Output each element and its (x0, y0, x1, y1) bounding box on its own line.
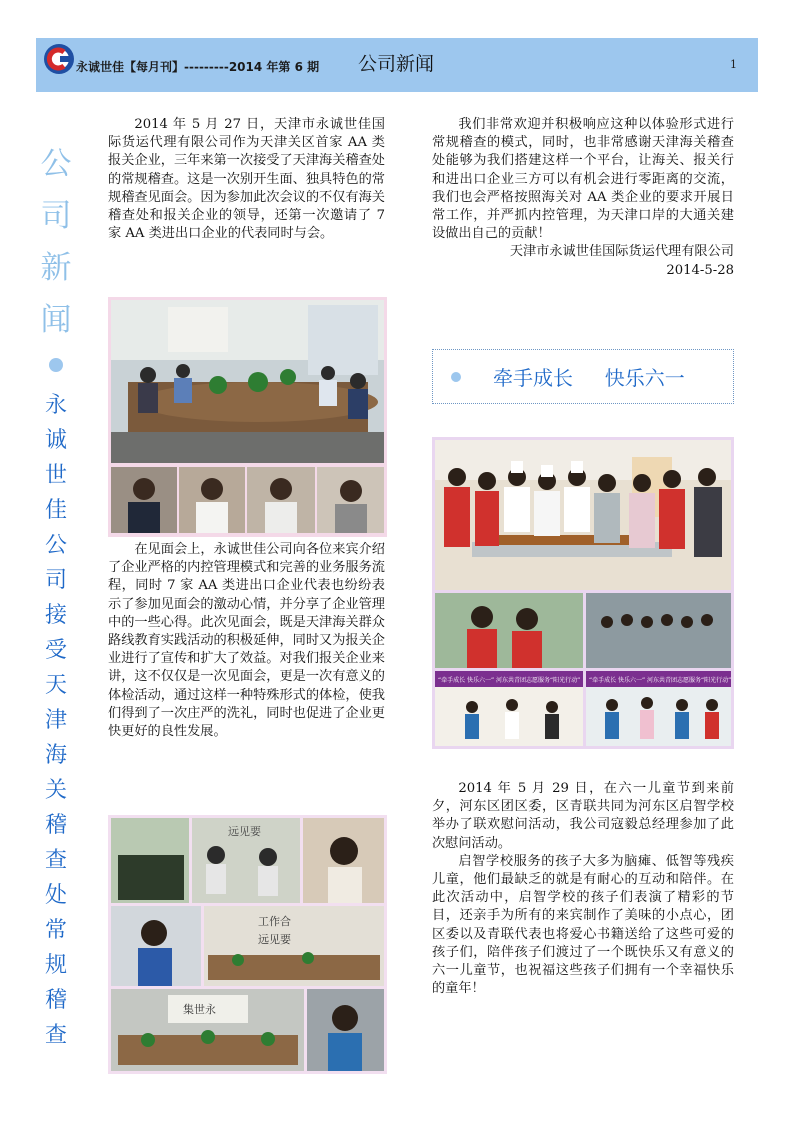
signature-company: 天津市永诚世佳国际货运代理有限公司 (509, 244, 734, 260)
inspection-photo-collage-image (108, 815, 387, 1074)
vertical-headline-char: 佳 (44, 498, 67, 523)
article-1-body (108, 541, 385, 741)
meeting-photo-collage (108, 297, 387, 537)
section-title: 公司新闻 (358, 53, 435, 75)
paragraph: 我们非常欢迎并积极响应这种以体验形式进行常规稽查的模式，同时，也非常感谢天津海关稽查处能够为我们搭建这样一个平台，让海关、报关行和进出口企业三方可以有机会进行零距离的交流，我们也会严格按照海关对 AA 类企业的要求开展日常工作，并严抓内控管理，为天津口岸的大通关建设做出自己的贡献！ (432, 117, 734, 242)
vertical-headline-char: 接 (44, 603, 67, 628)
vertical-headline-char: 处 (44, 883, 67, 908)
vertical-headline-char: 海 (44, 743, 67, 768)
photo-sign-text: 远见要 (228, 825, 261, 838)
vertical-title-char: 新 (40, 250, 72, 286)
bullet-dot-icon (49, 358, 63, 372)
vertical-headline-char: 关 (44, 778, 67, 803)
bullet-dot-icon (451, 372, 461, 382)
vertical-title (38, 138, 74, 1053)
page-header (36, 38, 758, 92)
signature-date: 2014-5-28 (666, 262, 734, 278)
childrens-day-photo-collage (432, 437, 734, 749)
vertical-headline-char: 津 (44, 708, 67, 733)
issue-line: 永诚世佳【每月刊】---------2014 年第 6 期 (76, 60, 320, 74)
article-2-body (432, 780, 734, 998)
photo-banner-text: “牵手成长 快乐六一” 河东共青团志愿服务“阳光行动” (589, 677, 732, 684)
vertical-headline-char: 查 (44, 1023, 67, 1048)
vertical-title-char: 闻 (40, 302, 72, 338)
photo-banner-text: “牵手成长 快乐六一” 河东共青团志愿服务“阳光行动” (438, 677, 581, 684)
vertical-headline-char: 稽 (44, 813, 67, 838)
page-number: 1 (730, 58, 737, 71)
childrens-day-photo-collage-image (432, 437, 734, 749)
vertical-headline-char: 天 (44, 673, 67, 698)
vertical-headline-char: 稽 (44, 988, 67, 1013)
paragraph: 2014 年 5 月 29 日，在六一儿童节到来前夕，河东区团区委，区青联共同为河东区启智学校举办了联欢慰问活动，我公司寇毅总经理参加了此次慰问活动。 (432, 781, 734, 851)
photo-sign-text: 远见要 (258, 933, 291, 946)
article-1-closing (432, 116, 734, 280)
vertical-headline-char: 常 (44, 918, 67, 943)
meeting-photo-collage-image (108, 297, 387, 537)
vertical-title-char: 司 (40, 198, 72, 234)
vertical-headline-char: 永 (44, 393, 67, 418)
article-1-intro (108, 116, 385, 243)
vertical-headline-char: 规 (44, 953, 67, 978)
inspection-photo-collage (108, 815, 387, 1074)
paragraph: 启智学校服务的孩子大多为脑瘫、低智等残疾儿童，他们最缺乏的就是有耐心的互动和陪伴。在此次活动中，启智学校的孩子们表演了精彩的节目，还亲手为所有的来宾制作了美味的小点心，团区委以及青联代表也将爱心书籍送给了这些可爱的孩子们，陪伴孩子们渡过了一个既快乐又有意义的六一儿童节，也祝福这些孩子们拥有一个幸福快乐的童年！ (432, 853, 734, 997)
vertical-headline-char: 诚 (44, 428, 67, 453)
children-day-banner (432, 349, 734, 404)
vertical-headline-char: 世 (44, 463, 67, 488)
vertical-headline-char: 受 (44, 638, 67, 663)
photo-sign-text: 工作合 (258, 915, 291, 928)
vertical-headline-char: 司 (44, 568, 67, 593)
vertical-headline-char: 查 (44, 848, 67, 873)
photo-sign-text: 集世永 (183, 1003, 216, 1016)
paragraph: 2014 年 5 月 27 日，天津市永诚世佳国际货运代理有限公司作为天津关区首家 AA 类报关企业，三年来第一次接受了天津海关稽查处的常规稽查。这是一次别开生面、独具特色的常规稽查见面会。因为参加此次会议的不仅有海关稽查处和报关企业的领导，还第一次邀请了 7 家 AA 类进出口企业的代表同时与会。 (108, 117, 385, 242)
paragraph: 在见面会上，永诚世佳公司向各位来宾介绍了企业严格的内控管理模式和完善的业务服务流程，同时 7 家 AA 类进出口企业代表也纷纷表示了参加见面会的激动心情，并分享了企业管理中的一些心得。此次见面会，既是天津海关群众路线教育实践活动的积极延伸，同时又为报关企业进行了宣传和扩大了效益。对我们报关企业来讲，这不仅仅是一次见面会，更是一次有意义的体检活动，通过这样一种特殊形式的体检，使我们得到了一次庄严的洗礼，同时也促进了企业更快更好的良性发展。 (108, 542, 385, 740)
vertical-headline-char: 公 (44, 533, 67, 558)
vertical-title-char: 公 (40, 146, 72, 182)
banner-title: 牵手成长 快乐六一 (493, 366, 685, 390)
company-logo-icon (42, 42, 76, 76)
